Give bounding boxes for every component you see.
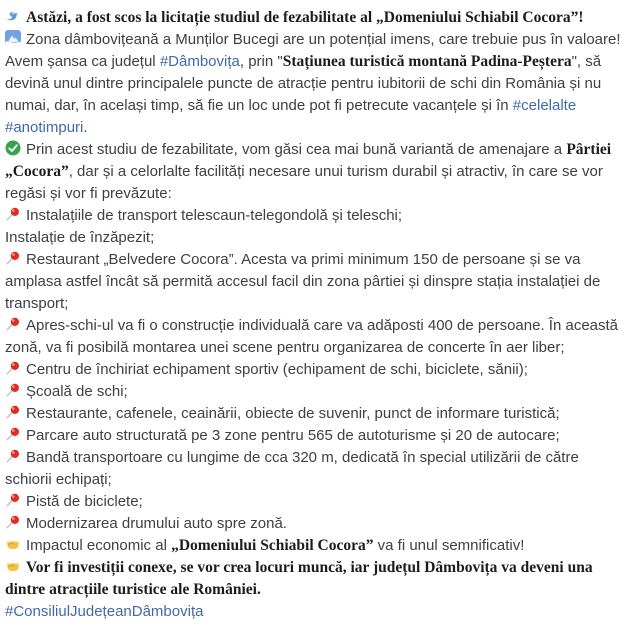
hashtag-link[interactable]: #anotimpuri — [5, 119, 84, 136]
post-paragraph — [5, 535, 622, 557]
post-paragraph — [5, 139, 622, 205]
pushpin-icon — [5, 250, 21, 266]
hashtag-link[interactable]: #celelalte — [512, 97, 577, 114]
bold-text: Vor fi investiții conexe, se vor crea locuri muncă, iar județul Dâmbovița va deveni una dintre atracțiile turistice ale României. — [5, 559, 593, 598]
text-segment: Zona dâmbovițeană a Munților Bucegi are un potențial imens, care trebuie pus în valoare! Avem șansa ca județul — [5, 31, 621, 70]
text-segment: Apres-schi-ul va fi o construcție individuală care va adăposti 400 de persoane. În această zonă, va fi posibilă montarea unei scene pentru organizarea de concerte în aer liber; — [5, 317, 619, 356]
pushpin-icon — [5, 316, 21, 332]
pushpin-icon — [5, 514, 21, 530]
post-paragraph — [5, 425, 622, 447]
text-segment: va fi unul semnificativ! — [373, 537, 525, 554]
text-segment: . — [83, 119, 88, 136]
pushpin-icon — [5, 382, 21, 398]
post-paragraph — [5, 601, 622, 623]
text-segment: , prin " — [239, 53, 283, 70]
mountain-icon — [5, 30, 21, 46]
post-paragraph — [5, 491, 622, 513]
bold-text: „Domeniului Schiabil Cocora” — [171, 537, 374, 554]
post-paragraph — [5, 7, 622, 29]
check-icon — [5, 140, 21, 156]
text-segment: Instalație de înzăpezit; — [5, 229, 155, 246]
hashtag-link[interactable]: #Dâmbovița — [159, 53, 240, 70]
text-segment: Instalațiile de transport telescaun-telegondolă și teleschi; — [26, 207, 403, 224]
text-segment: Modernizarea drumului auto spre zonă. — [26, 515, 287, 532]
pushpin-icon — [5, 404, 21, 420]
post-paragraph — [5, 381, 622, 403]
post-paragraph — [5, 29, 622, 139]
bold-text: Stațiunea turistică montană Padina-Peștera — [282, 53, 572, 70]
post-paragraph — [5, 315, 622, 359]
post-paragraph — [5, 359, 622, 381]
text-segment: Restaurante, cafenele, ceainării, obiecte de suvenir, punct de informare turistică; — [26, 405, 560, 422]
pushpin-icon — [5, 206, 21, 222]
text-segment: Centru de închiriat echipament sportiv (echipament de schi, biciclete, sănii); — [26, 361, 528, 378]
pushpin-icon — [5, 492, 21, 508]
hashtag-link[interactable]: #ConsiliulJudețeanDâmbovița — [5, 603, 204, 620]
post-paragraph — [5, 205, 622, 227]
bold-text: Astăzi, a fost scos la licitație studiul de fezabilitate al „Domeniului Schiabil Cocora”! — [26, 9, 584, 26]
post-paragraph — [5, 447, 622, 491]
text-segment: Prin acest studiu de fezabilitate, vom găsi cea mai bună variantă de amenajare a — [26, 141, 567, 158]
pushpin-icon — [5, 448, 21, 464]
post-paragraph — [5, 403, 622, 425]
text-segment: Restaurant „Belvedere Cocora”. Acesta va primi minimum 150 de persoane și se va amplasa astfel încât să permită accesul facil din zona pârtiei și dinspre stația instalației de transport; — [5, 251, 601, 312]
handshake-icon — [5, 536, 21, 552]
post-paragraph — [5, 513, 622, 535]
post-paragraph — [5, 557, 622, 601]
pushpin-icon — [5, 426, 21, 442]
bold-text: Pârtiei „Cocora” — [5, 141, 612, 180]
text-segment: Parcare auto structurată pe 3 zone pentru 565 de autoturisme și 20 de autocare; — [26, 427, 560, 444]
dove-icon — [5, 8, 21, 24]
post-paragraph — [5, 227, 622, 249]
pushpin-icon — [5, 360, 21, 376]
text-segment: Impactul economic al — [26, 537, 172, 554]
post-paragraph — [5, 249, 622, 315]
text-segment: ", să devină unul dintre principalele puncte de atracție pentru iubitorii de schi din România și nu numai, dar, în același timp, să fie un loc unde pot fi petrecute vacanțele și în — [5, 53, 602, 114]
text-segment: , dar și a celorlalte facilități necesare unui turism durabil și atractiv, în care se vor regăsi și vor fi prevăzute: — [5, 163, 603, 202]
handshake-icon — [5, 558, 21, 574]
text-segment: Bandă transportoare cu lungime de cca 320 m, dedicată în special utilizării de către schiorii echipați; — [5, 449, 579, 488]
text-segment: Pistă de biciclete; — [26, 493, 143, 510]
text-segment: Școală de schi; — [26, 383, 128, 400]
